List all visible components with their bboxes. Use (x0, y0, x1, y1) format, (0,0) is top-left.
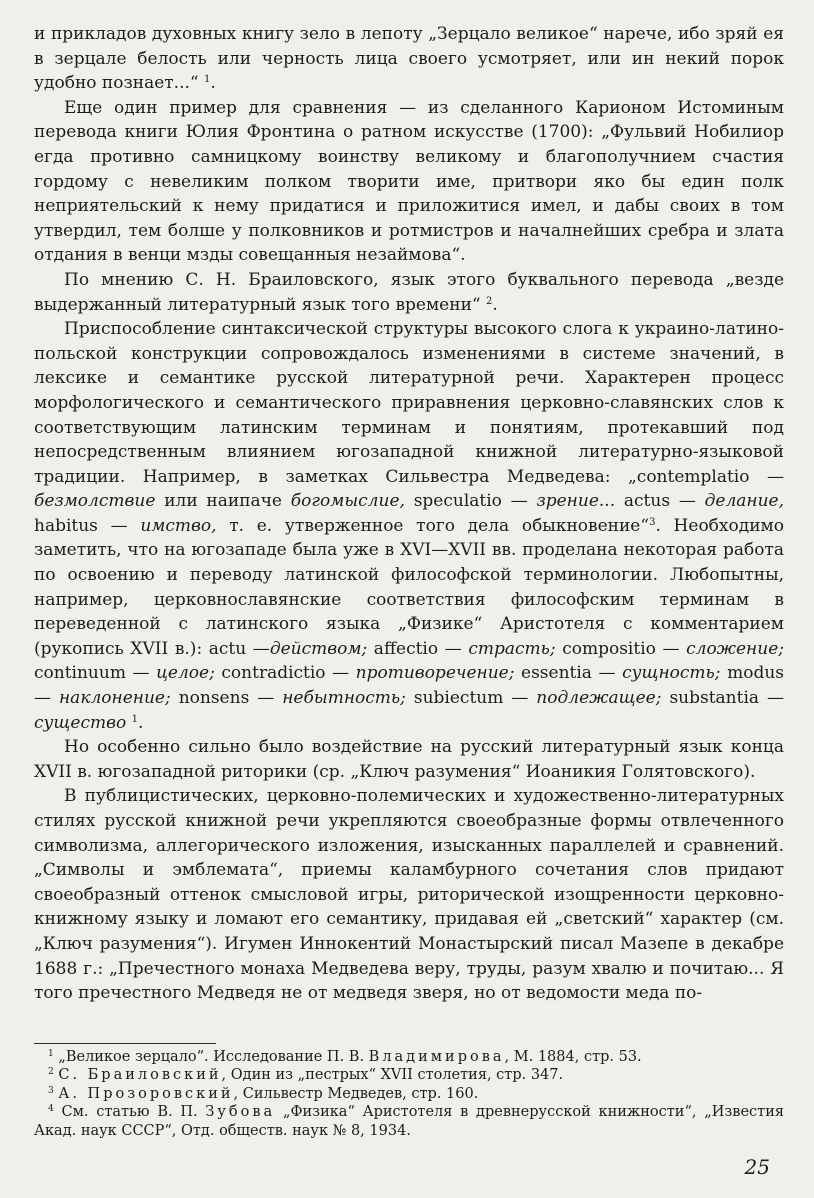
text-run: или наипаче (155, 491, 291, 512)
text-run: См. статью В. П. (53, 1104, 206, 1121)
italic-term: сложение; (686, 638, 784, 659)
italic-term: безмолствие (34, 491, 156, 512)
footnote-ref: 1 (48, 1049, 54, 1059)
footnote-ref: 4 (48, 1104, 54, 1115)
text-run: Но особенно сильно было воздействие на русский литературный язык конца XVII в. югозападной риторики (ср. „Ключ разумения“ Иоаникия Голятовского). (34, 737, 784, 782)
page-number: 25 (744, 1155, 770, 1179)
paragraph (34, 268, 784, 317)
footnote (34, 1085, 784, 1103)
text-run: continuum — (34, 663, 157, 684)
text-run: . (210, 73, 216, 94)
spaced-name: Владимирова (368, 1049, 505, 1065)
italic-term: делание, (704, 491, 785, 512)
text-run: affectio — (367, 638, 469, 659)
text-run: „Физика“ Аристотеля в древнерусской книжности“, „Известия Акад. наук СССР“, Отд. обществ. наук № 8, 1934. (34, 1104, 785, 1139)
footnote-ref: 3 (649, 516, 656, 528)
italic-term: сущность; (622, 663, 721, 684)
text-run: , Один из „пестрых“ XVII столетия, стр. 347. (221, 1067, 564, 1084)
text-run: , М. 1884, стр. 53. (504, 1049, 642, 1065)
text-run: В публицистических, церковно-полемических и художественно-литературных стилях русской книжной речи укрепляются своеобразные формы отвлеченного символизма, аллегорического изложения, изысканных параллелей и сравнений. „Символы и эмблемата“, приемы каламбурного сочетания слов придают своеобразный оттенок смысловой игры, риторической изощренности церковно-книжному языку и ломают его семантику, придавая ей „светский“ характер (см. „Ключ разумения“). Игумен Иннокентий Монастырский писал Мазепе в декабре 1688 г.: „Пречестного монаха Медведева веру, труды, разум хвалю и почитаю... Я того пречестного Медведя не от медведя зверя, но от ведомости меда по- (34, 786, 784, 1004)
italic-term: богомыслие, (290, 491, 405, 512)
footnote (34, 1103, 784, 1140)
italic-term: зрение... (536, 491, 616, 512)
footnote-divider (34, 1043, 216, 1044)
paragraph (34, 96, 784, 268)
italic-term: существо (34, 712, 127, 733)
italic-term: имство, (140, 515, 217, 536)
italic-term: действом; (269, 638, 368, 659)
text-run: speculatio — (404, 491, 537, 512)
text-run: . Необходимо заметить, что на югозападе была уже в XVI—XVII вв. проделана некоторая работа по освоению и переводу латинской философской терминологии. Любопытны, например, церковнославянские соответствия философским терминам в переведенной с латинского языка „Физике“ Аристотеля с комментарием (рукопись XVII в.): actu — (34, 515, 784, 659)
text-run: и прикладов духовных книгу зело в лепоту „Зерцало великое“ нарече, ибо зряй ея в зерцале белость или черность лица своего усмотряет, или ин некий порок удобно познает...“ (34, 24, 784, 94)
text-run: „Великое зерцало“. Исследование П. В. (53, 1049, 369, 1065)
italic-term: небытность; (282, 688, 406, 709)
text-run: По мнению С. Н. Браиловского, язык этого буквального перевода „везде выдержанный литературный язык того времени“ (34, 269, 784, 315)
page-body (34, 22, 784, 1006)
text-run: , Сильвестр Медведев, стр. 160. (233, 1085, 479, 1102)
text-run: contradictio — (214, 663, 356, 684)
footnote (34, 1066, 784, 1084)
spaced-name: С. Браиловский (58, 1067, 222, 1084)
text-run: . (492, 294, 498, 315)
footnote-ref: 3 (48, 1085, 54, 1096)
italic-term: противоречение; (355, 663, 515, 684)
italic-term: страсть; (468, 638, 556, 659)
spaced-name: А. Прозоровский (58, 1085, 234, 1102)
text-run: modus — (34, 663, 784, 709)
footnote-ref: 1 (131, 713, 139, 725)
text-run: т. е. утверженное того дела обыкновение“ (216, 515, 650, 536)
text-run: essentia — (514, 663, 623, 684)
paragraph (34, 22, 784, 96)
italic-term: целое; (156, 663, 215, 684)
footnote-ref: 2 (486, 295, 493, 307)
spaced-name: Зубова (205, 1104, 276, 1121)
footnote-ref: 2 (48, 1067, 54, 1078)
text-run: habitus — (34, 515, 141, 536)
italic-term: наклонение; (58, 688, 171, 709)
footnote-ref: 1 (203, 74, 211, 86)
text-run: Приспособление синтаксической структуры высокого слога к украино-латино-польской конструкции сопровождалось изменениями в системе значений, в лексике и семантике русской литературной речи. Характерен процесс морфологического и семантического приравнения церковно-славянских слов к соответствующим латинским терминам и понятиям, протекавший под непосредственным влиянием югозападной книжной литературно-языковой традиции. Например, в заметках Сильвестра Медведева: „contemplatio — (34, 319, 784, 487)
text-run: subiectum — (405, 688, 537, 709)
italic-term: подлежащее; (536, 688, 662, 709)
text-run: . (138, 712, 144, 733)
text-run: nonsens — (170, 688, 283, 709)
text-run: actus — (615, 491, 705, 512)
paragraph (34, 735, 784, 784)
paragraph (34, 317, 784, 735)
paragraph (34, 784, 784, 1005)
text-run: Еще один пример для сравнения — из сделанного Карионом Истоминым перевода книги Юлия Фронтина о ратном искусстве (1700): „Фульвий Нобилиор егда противно самницкому воинству великому и благополучнием счастия гордому с невеликим полком творити име, притвори яко бы един полк неприятельский к нему придатися и приложитися имел, и дабы своих в том утвердил, тем болше у полковников и ротмистров и началнейших сребра и злата отдания в венци мзды совещанныя незаймова“. (34, 97, 784, 266)
text-run: compositio — (555, 638, 687, 659)
text-run: substantia — (661, 688, 785, 709)
footnotes (34, 1048, 784, 1140)
footnote (34, 1048, 784, 1066)
main-text (34, 22, 784, 1006)
